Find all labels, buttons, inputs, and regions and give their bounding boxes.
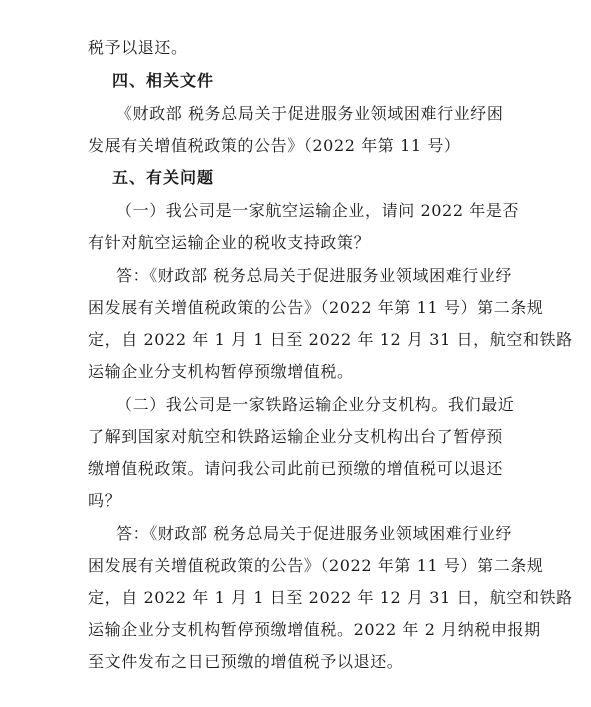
answer-2-line: 困发展有关增值税政策的公告》（2022 年第 11 号）第二条规 <box>88 556 544 575</box>
question-2-line: 了解到国家对航空和铁路运输企业分支机构出台了暂停预 <box>88 427 504 446</box>
section-heading-related-questions: 五、有关问题 <box>112 168 215 187</box>
related-document-line: 《财政部 税务总局关于促进服务业领域困难行业纾困 <box>116 104 504 123</box>
continuation-line: 税予以退还。 <box>88 38 188 57</box>
question-2-line: （二）我公司是一家铁路运输企业分支机构。我们最近 <box>116 395 515 414</box>
section-heading-related-documents: 四、相关文件 <box>112 71 215 90</box>
answer-2-line: 运输企业分支机构暂停预缴增值税。2022 年 2 月纳税申报期 <box>88 620 541 639</box>
answer-1-line: 困发展有关增值税政策的公告》（2022 年第 11 号）第二条规 <box>88 298 544 317</box>
question-1-line: 有针对航空运输企业的税收支持政策？ <box>88 233 371 252</box>
answer-1-line: 答：《财政部 税务总局关于促进服务业领域困难行业纾 <box>116 266 513 285</box>
answer-2-line: 至文件发布之日已预缴的增值税予以退还。 <box>88 652 404 671</box>
question-1-line: （一）我公司是一家航空运输企业，请问 2022 年是否 <box>116 201 520 220</box>
answer-1-line: 运输企业分支机构暂停预缴增值税。 <box>88 362 354 381</box>
question-2-line: 吗？ <box>88 491 122 510</box>
related-document-line: 发展有关增值税政策的公告》（2022 年第 11 号） <box>88 136 461 155</box>
answer-1-line: 定，自 2022 年 1 月 1 日至 2022 年 12 月 31 日，航空和铁路 <box>88 330 573 349</box>
answer-2-line: 答：《财政部 税务总局关于促进服务业领域困难行业纾 <box>116 524 513 543</box>
question-2-line: 缴增值税政策。请问我公司此前已预缴的增值税可以退还 <box>88 459 504 478</box>
answer-2-line: 定，自 2022 年 1 月 1 日至 2022 年 12 月 31 日，航空和铁路 <box>88 588 573 607</box>
